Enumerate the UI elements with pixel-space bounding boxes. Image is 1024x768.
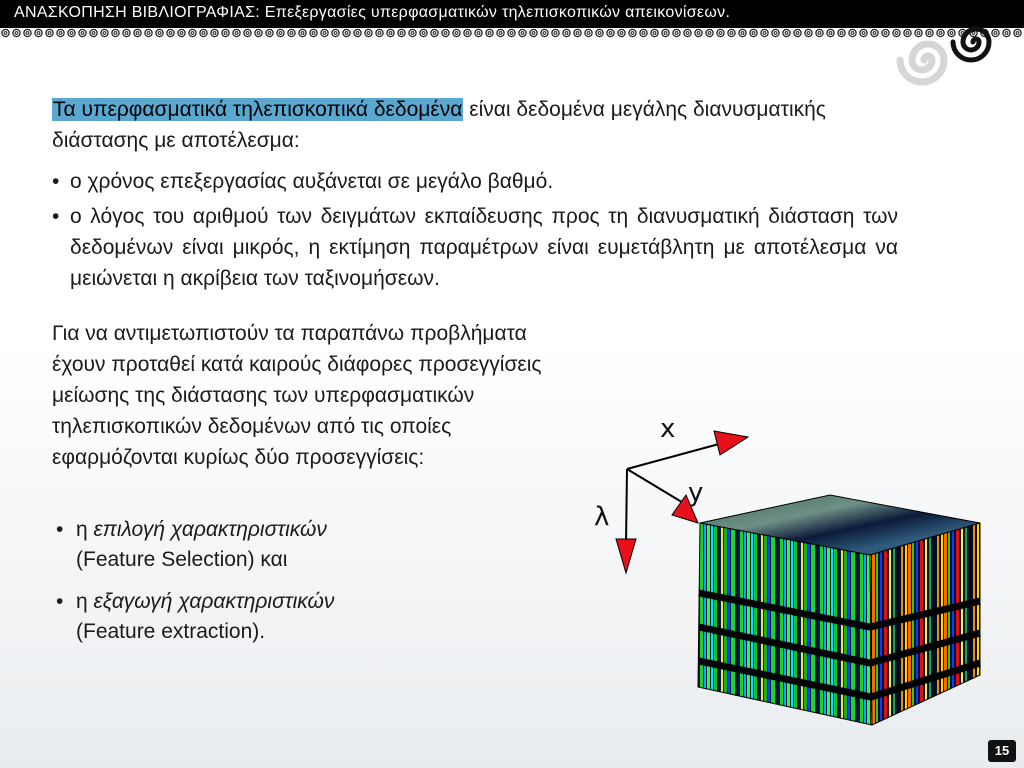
intro-paragraph bbox=[52, 94, 912, 156]
item-english: (Feature Selection) και bbox=[76, 548, 288, 571]
approaches-list bbox=[56, 515, 536, 659]
item-english: (Feature extraction). bbox=[76, 620, 266, 643]
item-term: επιλογή χαρακτηριστικών bbox=[93, 518, 327, 541]
page-number: 15 bbox=[988, 740, 1016, 762]
list-item: • ο χρόνος επεξεργασίας αυξάνεται σε μεγάλο βαθμό. bbox=[52, 166, 898, 197]
lambda-arrowhead bbox=[616, 539, 636, 573]
intro-text: είναι δεδομένα μεγάλης διανυσματικής διάστασης με αποτέλεσμα: bbox=[52, 98, 826, 152]
lambda-axis-label: λ bbox=[594, 502, 610, 532]
x-arrowhead bbox=[714, 431, 748, 455]
x-axis-label: x bbox=[660, 414, 676, 444]
item-prefix: η bbox=[76, 518, 94, 541]
item-prefix: η bbox=[76, 590, 94, 613]
spiral-border-decoration bbox=[0, 28, 1024, 38]
header-title: ΑΝΑΣΚΟΠΗΣΗ ΒΙΒΛΙΟΓΡΑΦΙΑΣ: Επεξεργασίες υπερφασματικών τηλεπισκοπικών απεικονίσεων. bbox=[14, 4, 731, 21]
consequences-list bbox=[52, 166, 898, 298]
highlighted-term: Τα υπερφασματικά τηλεπισκοπικά δεδομένα bbox=[53, 98, 463, 121]
header-bar bbox=[0, 0, 1024, 28]
hyperspectral-cube-figure bbox=[580, 405, 1000, 735]
item-term: εξαγωγή χαρακτηριστικών bbox=[93, 590, 335, 613]
list-item: • ο λόγος του αριθμού των δειγμάτων εκπαίδευσης προς τη διανυσματική διάσταση των δεδομένων είναι μικρός, η εκτίμηση παραμέτρων είναι ευμετάβλητη με αποτέλεσμα να μειώνεται η ακρίβεια των ταξινομήσεων. bbox=[52, 201, 898, 294]
approaches-paragraph: Για να αντιμετωπιστούν τα παραπάνω προβλήματα έχουν προταθεί κατά καιρούς διάφορες προσεγγίσεις μείωσης της διάστασης των υπερφασματικών τηλεπισκοπικών δεδομένων από τις οποίες εφαρμόζονται κυρίως δύο προσεγγίσεις: bbox=[52, 322, 542, 469]
y-axis-label: y bbox=[688, 478, 704, 508]
list-item bbox=[56, 515, 536, 575]
list-item bbox=[56, 587, 536, 647]
